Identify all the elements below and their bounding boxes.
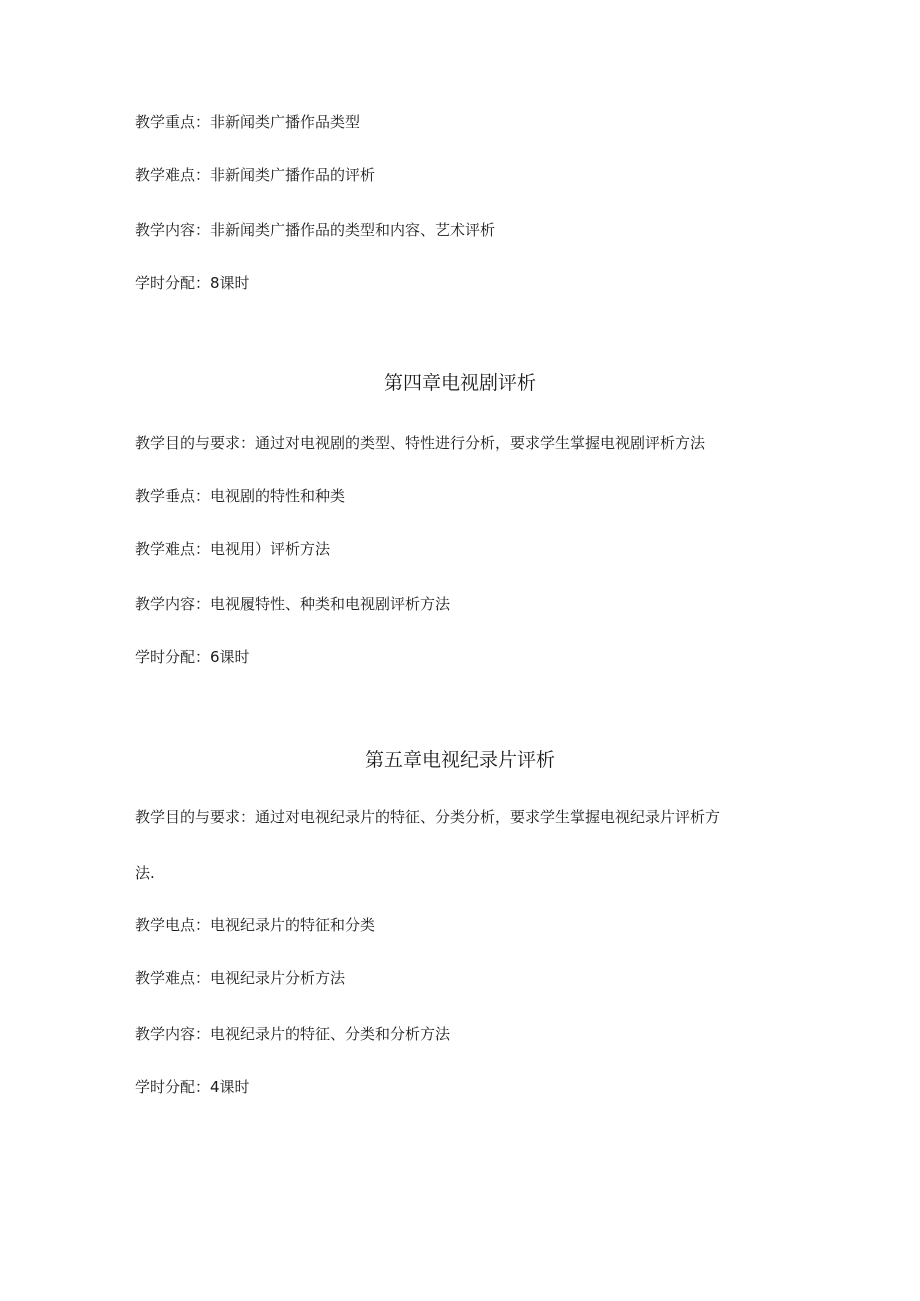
chapter4-objective: 教学目的与要求：通过对电视剧的类型、特性进行分析，要求学生掌握电视剧评析方法 <box>135 434 706 452</box>
chapter5-content: 教学内容：电视纪录片的特征、分类和分析方法 <box>135 1025 451 1043</box>
section3-focus: 教学重点：非新闻类广播作品类型 <box>135 113 361 131</box>
chapter5-focus: 教学电点：电视纪录片的特征和分类 <box>135 916 376 934</box>
chapter4-focus: 教学垂点：电视剧的特性和种类 <box>135 487 346 505</box>
chapter4-title: 第四章电视剧评析 <box>383 372 536 394</box>
chapter4-hours: 学时分配：6课时 <box>135 648 250 666</box>
section3-difficulty: 教学难点：非新闻类广播作品的评析 <box>135 166 376 184</box>
section3-content: 教学内容：非新闻类广播作品的类型和内容、艺术评析 <box>135 221 496 239</box>
chapter5-difficulty: 教学难点：电视纪录片分析方法 <box>135 969 346 987</box>
chapter4-content: 教学内容：电视履特性、种类和电视剧评析方法 <box>135 595 451 613</box>
chapter4-difficulty: 教学难点：电视用）评析方法 <box>135 540 331 558</box>
chapter5-objective-line1: 教学目的与要求：通过对电视纪录片的特征、分类分析，要求学生掌握电视纪录片评析方 <box>135 808 721 826</box>
chapter5-title: 第五章电视纪录片评析 <box>364 749 555 771</box>
chapter5-objective-line2: 法. <box>135 864 155 882</box>
section3-hours: 学时分配：8课时 <box>135 274 250 292</box>
chapter5-hours: 学时分配：4课时 <box>135 1078 250 1096</box>
